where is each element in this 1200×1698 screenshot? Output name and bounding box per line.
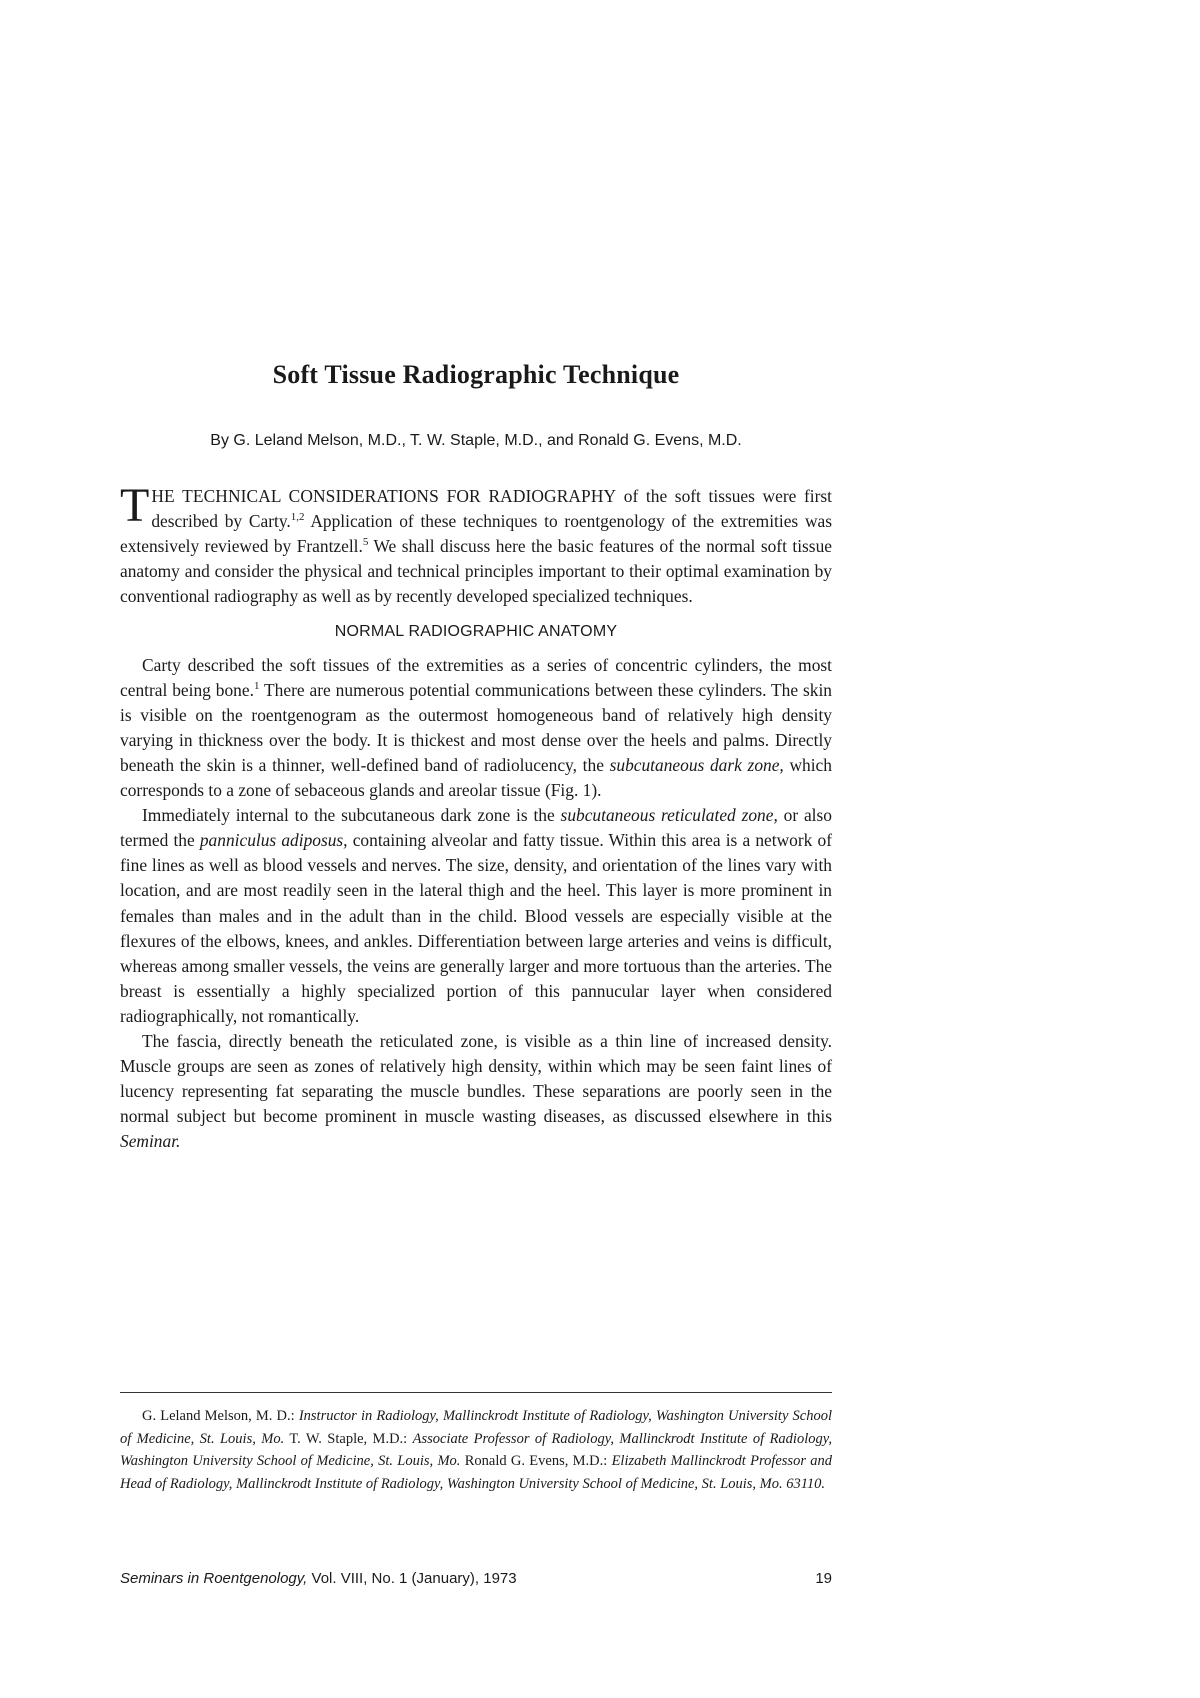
italic-term: subcutaneous reticulated zone, [560, 805, 778, 826]
italic-term: subcutaneous dark zone, [609, 754, 784, 775]
footnote-affiliation: Instructor in Radiology, Mallinckrodt Institute of Radiology, Washington University School of Medicine, St. Louis, Mo. [120, 1408, 832, 1447]
italic-term: panniculus adiposus, [199, 830, 348, 851]
footnote-divider [120, 1392, 832, 1393]
author-footnote [120, 1405, 832, 1495]
drop-cap: T [120, 479, 150, 532]
article-body [120, 479, 833, 1154]
italic-term: Seminar. [120, 1131, 181, 1152]
paragraph-text: Carty described the soft tissues of the extremities as a series of concentric cylinders, the most central being bone. [120, 654, 832, 700]
footnote-author: G. Leland Melson, M. D.: [142, 1408, 299, 1424]
intro-text: We shall discuss here the basic features of the normal soft tissue anatomy and consider the physical and technical principles important to their optimal examination by conventional radiography as well as by recently developed specialized techniques. [120, 536, 832, 607]
citation-ref: 1,2 [290, 511, 305, 524]
body-paragraph [120, 1029, 832, 1154]
intro-lead-caps: HE TECHNICAL CONSIDERATIONS FOR RADIOGRAPHY [151, 486, 617, 506]
journal-citation [120, 1570, 517, 1587]
page-number: 19 [815, 1570, 832, 1587]
footnote-author: T. W. Staple, M.D.: [284, 1430, 413, 1447]
paragraph-text: containing alveolar and fatty tissue. Within this area is a network of fine lines as well as blood vessels and nerves. The size, density, and orientation of the lines vary with location, and are most readily seen in the lateral thigh and the heel. This layer is more prominent in females than males and in the adult than in the child. Blood vessels are especially visible at the flexures of the elbows, knees, and ankles. Differentiation between large arteries and veins is difficult, whereas among smaller vessels, the veins are generally larger and more tortuous than the arteries. The breast is essentially a highly specialized portion of this pannucular layer when considered radiographically, not romantically. [120, 830, 832, 1026]
section-heading: NORMAL RADIOGRAPHIC ANATOMY [334, 623, 618, 641]
citation-ref: 1 [253, 679, 260, 692]
paragraph-text: The fascia, directly beneath the reticulated zone, is visible as a thin line of increased density. Muscle groups are seen as zones of relatively high density, within which may be seen faint lines of lucency representing fat separating the muscle bundles. These separations are poorly seen in the normal subject but become prominent in muscle wasting diseases, as discussed elsewhere in this [120, 1030, 832, 1127]
footnote-affiliation: Elizabeth Mallinckrodt Professor and Head of Radiology, Mallinckrodt Institute of Radiology, Washington University School of Medicine, St. Louis, Mo. 63110. [120, 1453, 832, 1492]
body-paragraph [120, 803, 832, 1029]
footnote-paragraph [120, 1405, 832, 1495]
intro-text: Application of these techniques to roentgenology of the extremities was extensively reviewed by Frantzell. [120, 511, 833, 557]
paragraph-text: which corresponds to a zone of sebaceous glands and areolar tissue (Fig. 1). [120, 754, 832, 801]
journal-name: Seminars in Roentgenology, [120, 1570, 308, 1587]
journal-issue: Vol. VIII, No. 1 (January), 1973 [307, 1570, 517, 1587]
article-title: Soft Tissue Radiographic Technique [272, 360, 680, 389]
intro-paragraph [120, 479, 833, 609]
intro-text: of the soft tissues were first described by Carty. [151, 486, 832, 532]
paragraph-text: or also termed the [120, 805, 832, 851]
author-byline: By G. Leland Melson, M.D., T. W. Staple, M.D., and Ronald G. Evens, M.D. [210, 432, 742, 449]
body-paragraph [120, 653, 832, 804]
paragraph-text: There are numerous potential communications between these cylinders. The skin is visible on the roentgenogram as the outermost homogeneous band of relatively high density varying in thickness over the body. It is thickest and most dense over the heels and palms. Directly beneath the skin is a thinner, well-defined band of radiolucency, the [120, 679, 832, 775]
footnote-author: Ronald G. Evens, M.D.: [460, 1453, 612, 1470]
paragraph-text: Immediately internal to the subcutaneous dark zone is the [142, 805, 561, 826]
citation-ref: 5 [362, 536, 369, 549]
footnote-affiliation: Associate Professor of Radiology, Mallinckrodt Institute of Radiology, Washington University School of Medicine, St. Louis, Mo. [120, 1430, 832, 1470]
